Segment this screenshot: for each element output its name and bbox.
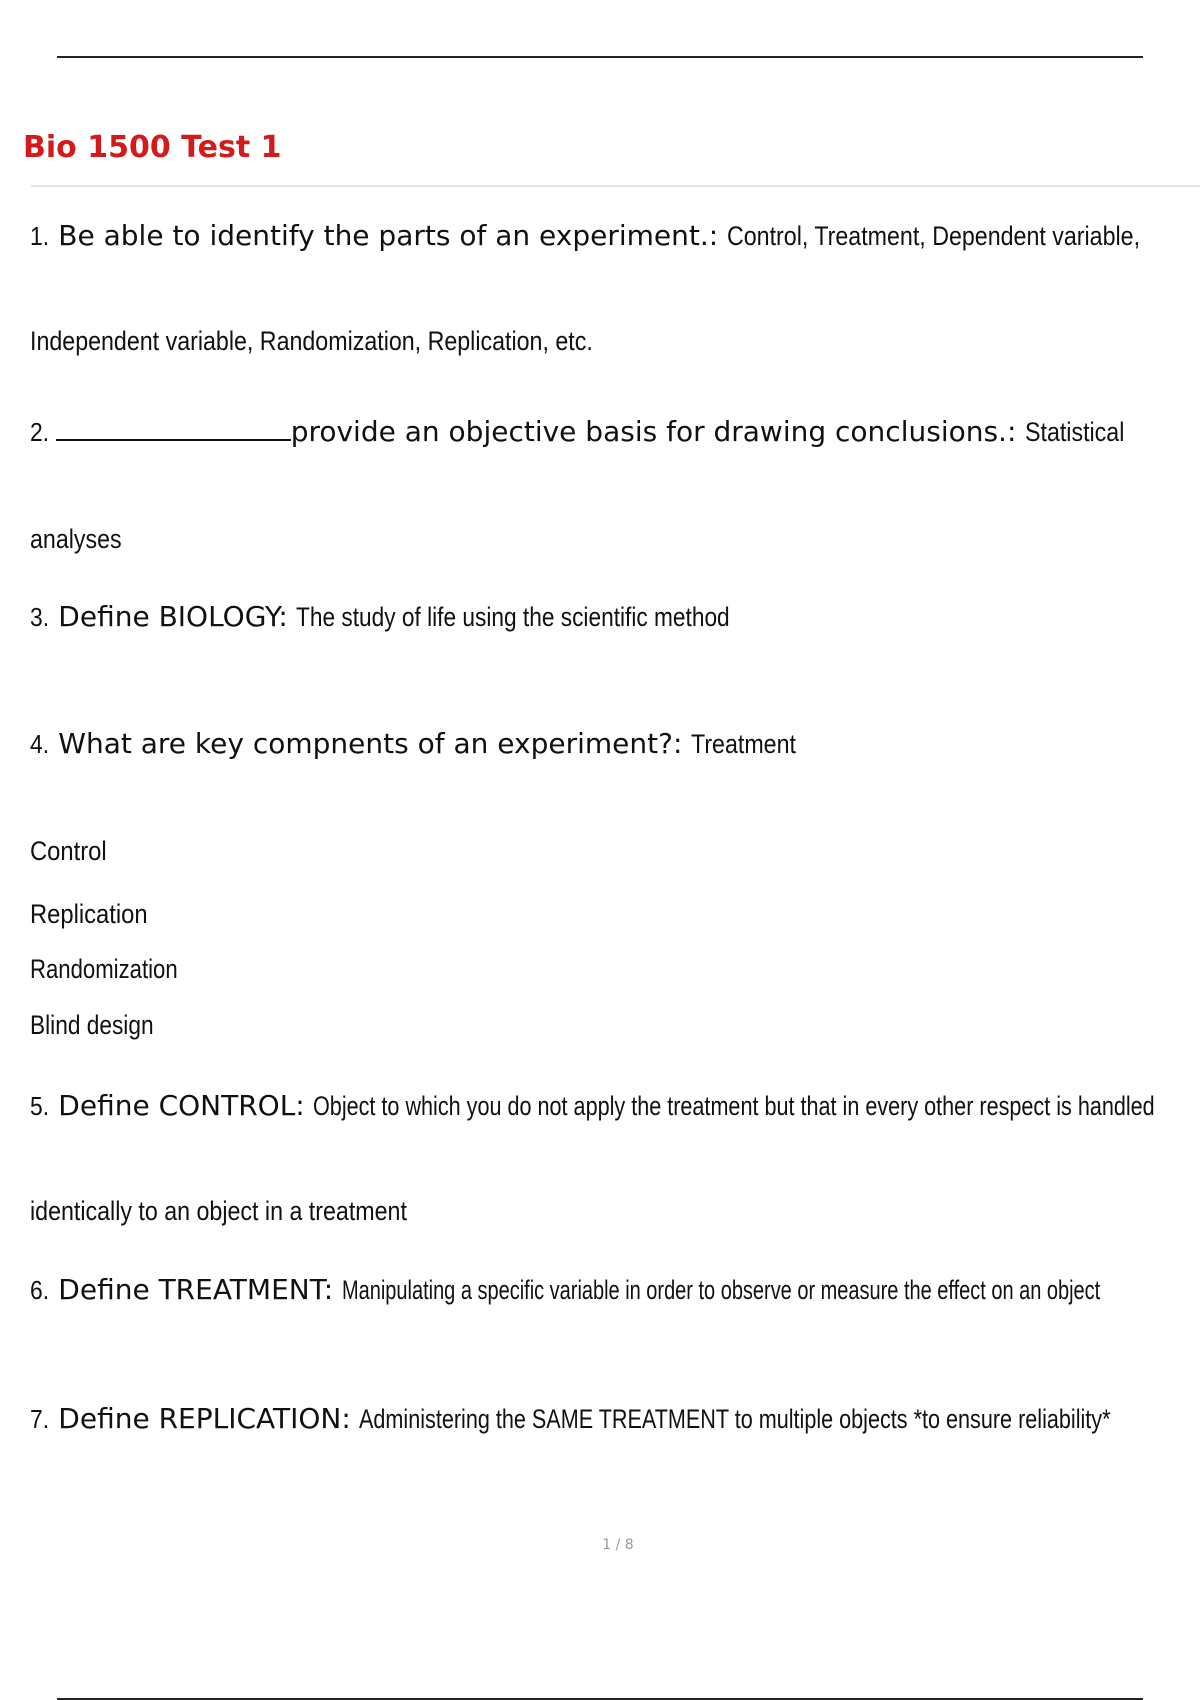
question-7 — [30, 1401, 1200, 1438]
answer-continuation-1: Independent variable, Randomization, Replication, etc. — [30, 326, 593, 356]
question-3 — [30, 599, 813, 636]
fill-in-blank — [56, 413, 291, 441]
question-text: What are key compnents of an experiment?: — [58, 727, 683, 760]
question-4 — [30, 726, 813, 763]
question-text: Be able to identify the parts of an experiment.: — [58, 219, 719, 252]
question-text: Define REPLICATION: — [58, 1402, 351, 1435]
question-1 — [30, 218, 1200, 255]
question-text: Define TREATMENT: — [58, 1273, 334, 1306]
question-2 — [30, 413, 1141, 451]
answer-continuation-5: identically to an object in a treatment — [30, 1196, 407, 1226]
document-title: Bio 1500 Test 1 — [23, 130, 282, 165]
question-number: 5. — [30, 1091, 50, 1121]
question-number: 2. — [30, 417, 50, 447]
top-rule — [57, 56, 1143, 58]
question-text: Define CONTROL: — [58, 1089, 305, 1122]
answer-text: Object to which you do not apply the treatment but that in every other respect is handled — [313, 1091, 1156, 1121]
question-number: 3. — [30, 602, 50, 632]
answer-text: Control, Treatment, Dependent variable, — [726, 221, 1140, 251]
answer-text: Manipulating a specific variable in order to observe or measure the effect on an object — [341, 1275, 1100, 1305]
answer-list-item-randomization: Randomization — [30, 954, 178, 984]
page-number: 1 / 8 — [602, 1537, 634, 1553]
answer-continuation-2: analyses — [30, 524, 122, 554]
answer-text: Administering the SAME TREATMENT to multiple objects *to ensure reliability* — [359, 1404, 1111, 1434]
question-text: provide an objective basis for drawing conclusions.: — [290, 415, 1017, 448]
question-number: 6. — [30, 1275, 50, 1305]
answer-list-item-control: Control — [30, 836, 107, 866]
answer-list-item-blind-design: Blind design — [30, 1010, 154, 1040]
question-6 — [30, 1272, 1200, 1309]
answer-text: Statistical — [1024, 417, 1125, 447]
question-text: Define BIOLOGY: — [58, 600, 288, 633]
answer-text: The study of life using the scientific method — [296, 602, 731, 632]
question-number: 4. — [30, 729, 50, 759]
question-5 — [30, 1088, 1200, 1125]
question-number: 1. — [30, 221, 50, 251]
answer-text: Treatment — [691, 729, 796, 759]
answer-list-item-replication: Replication — [30, 899, 148, 929]
title-divider — [31, 185, 1200, 187]
question-number: 7. — [30, 1404, 50, 1434]
